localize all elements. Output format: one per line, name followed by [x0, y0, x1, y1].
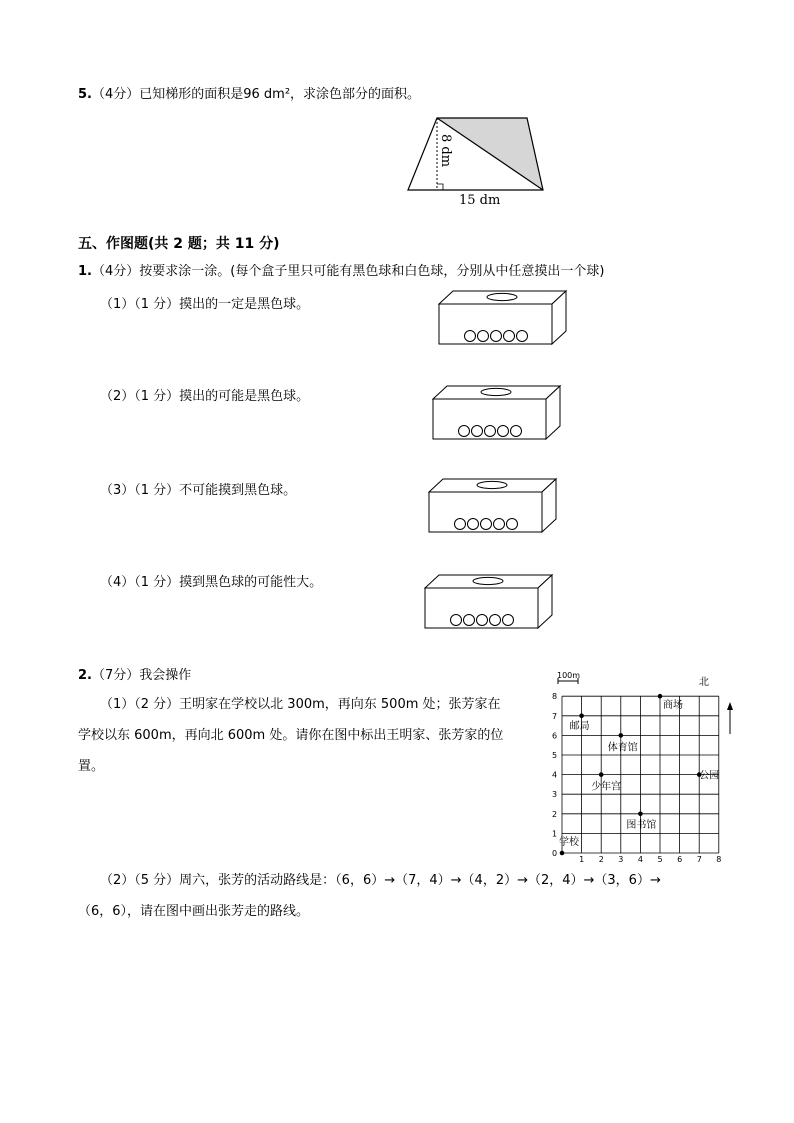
- d1-item-3: （3）（1 分）不可能摸到黑色球。: [100, 483, 297, 498]
- place-label: 少年宫: [591, 781, 622, 793]
- place-label: 体育馆: [607, 742, 638, 754]
- ball[interactable]: [503, 615, 514, 626]
- ball[interactable]: [472, 426, 483, 437]
- d1-question: [78, 260, 604, 279]
- place-dot: [560, 851, 565, 856]
- d1-item-4: （4）（1 分）摸到黑色球的可能性大。: [100, 575, 323, 590]
- d2-number: 2.: [78, 668, 92, 683]
- ball[interactable]: [507, 519, 518, 530]
- ball[interactable]: [451, 615, 462, 626]
- x-tick-label: 7: [696, 855, 702, 864]
- q5-text: （4分）已知梯形的面积是96 dm²，求涂色部分的面积。: [91, 87, 421, 102]
- scale-label: 100m: [557, 671, 581, 680]
- place-label: 图书馆: [626, 819, 657, 831]
- north-arrow-head-icon: [727, 702, 733, 710]
- ball[interactable]: [491, 331, 502, 342]
- ball-box-3[interactable]: [428, 477, 560, 535]
- x-tick-label: 8: [716, 855, 722, 864]
- place-label: 公园: [699, 770, 720, 782]
- x-tick-label: 6: [677, 855, 683, 864]
- ball[interactable]: [477, 615, 488, 626]
- ball[interactable]: [504, 331, 515, 342]
- box-opening: [481, 388, 511, 395]
- ball[interactable]: [465, 331, 476, 342]
- d2-p2-line1: （2）（5 分）周六，张芳的活动路线是：（6，6）→（7，4）→（4，2）→（2，4）→（3，6）→: [100, 873, 661, 888]
- y-tick-label: 1: [552, 829, 558, 839]
- x-tick-label: 1: [579, 855, 585, 864]
- q5-question: [78, 83, 420, 102]
- q5-number: 5.: [78, 87, 92, 102]
- ball[interactable]: [468, 519, 479, 530]
- d2-p1-line3: 置。: [78, 759, 105, 774]
- north-label: 北: [699, 677, 709, 688]
- d1-item-2: （2）（1 分）摸出的可能是黑色球。: [100, 389, 310, 404]
- x-tick-label: 3: [618, 855, 624, 864]
- x-tick-label: 5: [657, 855, 663, 864]
- place-dot: [638, 812, 643, 817]
- place-dot: [579, 714, 584, 719]
- ball-box-1[interactable]: [438, 289, 570, 347]
- trapezoid-figure: [400, 110, 550, 210]
- base-label: 15 dm: [459, 193, 501, 208]
- ball[interactable]: [517, 331, 528, 342]
- section-title: 五、作图题(共 2 题；共 11 分): [78, 236, 280, 252]
- place-label: 商场: [663, 700, 683, 712]
- y-tick-label: 6: [552, 731, 558, 741]
- d2-text: （7分）我会操作: [91, 668, 192, 683]
- ball[interactable]: [455, 519, 466, 530]
- right-angle-mark: [437, 184, 443, 190]
- y-tick-label: 7: [552, 711, 558, 721]
- place-dot: [658, 694, 663, 699]
- x-tick-label: 4: [637, 855, 643, 864]
- height-label: 8 dm: [438, 134, 453, 168]
- y-tick-label: 0: [552, 849, 558, 858]
- y-tick-label: 8: [552, 692, 558, 702]
- d2-p1-line1: （1）（2 分）王明家在学校以北 300m，再向东 500m 处；张芳家在: [100, 697, 501, 712]
- ball-box-2[interactable]: [432, 384, 564, 442]
- ball-box-4[interactable]: [424, 573, 556, 631]
- ball[interactable]: [481, 519, 492, 530]
- d1-number: 1.: [78, 264, 92, 279]
- place-label: 学校: [559, 837, 579, 848]
- box-opening: [487, 293, 517, 300]
- d1-item-1: （1）（1 分）摸出的一定是黑色球。: [100, 297, 310, 312]
- y-tick-label: 4: [552, 770, 558, 780]
- y-tick-label: 5: [552, 751, 558, 760]
- y-tick-label: 3: [552, 790, 558, 800]
- coordinate-grid-map[interactable]: [546, 666, 746, 866]
- box-opening: [473, 577, 503, 584]
- place-dot: [619, 733, 624, 738]
- place-label: 邮局: [569, 720, 590, 732]
- x-tick-label: 2: [598, 855, 604, 864]
- d2-question: [78, 664, 191, 683]
- ball[interactable]: [498, 426, 509, 437]
- d2-p1-line2: 学校以东 600m，再向北 600m 处。请你在图中标出王明家、张芳家的位: [78, 728, 504, 743]
- d2-p2-line2: （6，6），请在图中画出张芳走的路线。: [78, 904, 310, 919]
- ball[interactable]: [511, 426, 522, 437]
- ball[interactable]: [464, 615, 475, 626]
- place-dot: [599, 772, 604, 777]
- y-tick-label: 2: [552, 809, 558, 819]
- d1-text: （4分）按要求涂一涂。(每个盒子里只可能有黑色球和白色球，分别从中任意摸出一个球): [91, 264, 605, 279]
- ball[interactable]: [478, 331, 489, 342]
- box-opening: [477, 481, 507, 488]
- ball[interactable]: [490, 615, 501, 626]
- ball[interactable]: [459, 426, 470, 437]
- ball[interactable]: [485, 426, 496, 437]
- ball[interactable]: [494, 519, 505, 530]
